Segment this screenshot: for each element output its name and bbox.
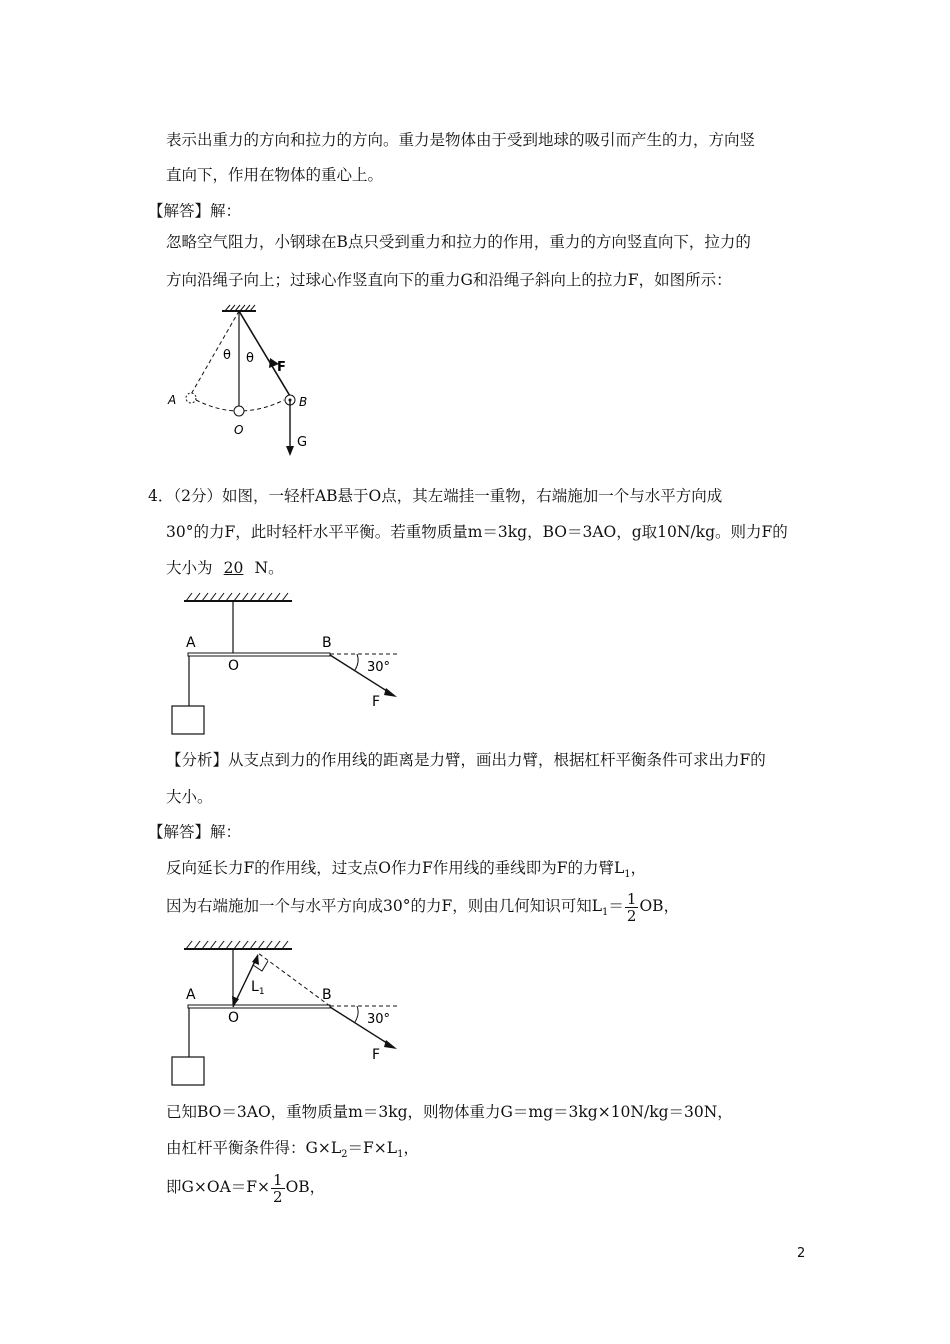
answer-heading: 【解答】解： (148, 202, 242, 220)
point-b-label: B (299, 395, 308, 409)
text-segment: ， (403, 1139, 419, 1157)
fraction (271, 1172, 285, 1205)
point-a-label: A (186, 987, 196, 1003)
angle-label: 30° (367, 1012, 391, 1027)
question-4-line (166, 558, 284, 578)
fraction (625, 891, 639, 924)
force-f-label: F (277, 360, 286, 375)
pendulum-figure (160, 300, 330, 460)
solution-line (166, 858, 646, 885)
angle-label: 30° (367, 660, 391, 675)
theta-label: θ (246, 351, 254, 366)
text-segment: OB， (285, 1178, 326, 1196)
point-o-label: O (228, 658, 240, 674)
lever-arm-figure (160, 935, 410, 1090)
question-4-line: 4．（2分）如图，一轻杆AB悬于O点，其左端挂一重物，右端施加一个与水平方向成 (148, 487, 723, 505)
solution-line (166, 1138, 419, 1165)
point-o-label: O (234, 423, 244, 437)
solution-line (166, 1167, 325, 1207)
solution-line: 已知BO＝3AO，重物质量m＝3kg，则物体重力G＝mg＝3kg×10N/kg＝30N， (166, 1103, 733, 1121)
text-segment: ＝F×L (347, 1139, 398, 1157)
text-line: 表示出重力的方向和拉力的方向。重力是物体由于受到地球的吸引而产生的力，方向竖 (166, 131, 756, 149)
lever-arm-label: $L_1$ (251, 979, 265, 997)
fraction-denominator: 2 (626, 906, 637, 925)
gravity-g-label: G (297, 435, 308, 450)
answer-blank: 20 (223, 559, 244, 577)
point-b-label: B (322, 635, 332, 651)
text-segment: ＝ (608, 897, 624, 915)
fraction-denominator: 2 (273, 1187, 283, 1206)
theta-label: θ (223, 348, 231, 363)
point-b-label: B (322, 987, 332, 1003)
subscript: 1 (397, 1149, 404, 1161)
text-line: 忽略空气阻力，小钢球在B点只受到重力和拉力的作用，重力的方向竖直向下，拉力的 (166, 233, 751, 251)
text-segment: N。 (254, 559, 284, 577)
text-line: 方向沿绳子向上；过球心作竖直向下的重力G和沿绳子斜向上的拉力F，如图所示： (166, 271, 732, 289)
question-4-line: 30°的力F，此时轻杆水平平衡。若重物质量m＝3kg，BO＝3AO，g取10N/kg。则力F的 (166, 523, 788, 541)
point-o-label: O (228, 1010, 240, 1026)
text-segment: 因为右端施加一个与水平方向成30°的力F，则由几何知识可知L (166, 897, 603, 915)
text-segment: 由杠杆平衡条件得：G×L (166, 1139, 342, 1157)
text-segment: 反向延长力F的作用线，过支点O作力F作用线的垂线即为F的力臂L (166, 859, 625, 877)
text-segment: 即G×OA＝F× (166, 1178, 271, 1196)
solution-line (166, 886, 679, 933)
lever-figure (160, 588, 410, 738)
force-f-label: F (372, 694, 381, 710)
text-segment: 大小为 (166, 559, 213, 577)
page-number: 2 (797, 1246, 806, 1261)
text-segment: OB， (639, 897, 680, 915)
analysis-line: 【分析】从支点到力的作用线的距离是力臂，画出力臂，根据杠杆平衡条件可求出力F的 (166, 751, 766, 769)
subscript: 2 (341, 1149, 348, 1161)
subscript: 1 (624, 869, 631, 881)
force-f-label: F (372, 1047, 381, 1063)
point-a-label: A (186, 635, 196, 651)
analysis-line: 大小。 (166, 788, 213, 806)
fraction-numerator: 1 (626, 889, 637, 908)
fraction-numerator: 1 (273, 1170, 283, 1189)
point-a-label: A (168, 393, 177, 407)
answer-heading: 【解答】解： (148, 823, 242, 841)
text-line: 直向下，作用在物体的重心上。 (166, 166, 384, 184)
subscript: 1 (602, 907, 609, 919)
text-segment: ， (630, 859, 647, 877)
